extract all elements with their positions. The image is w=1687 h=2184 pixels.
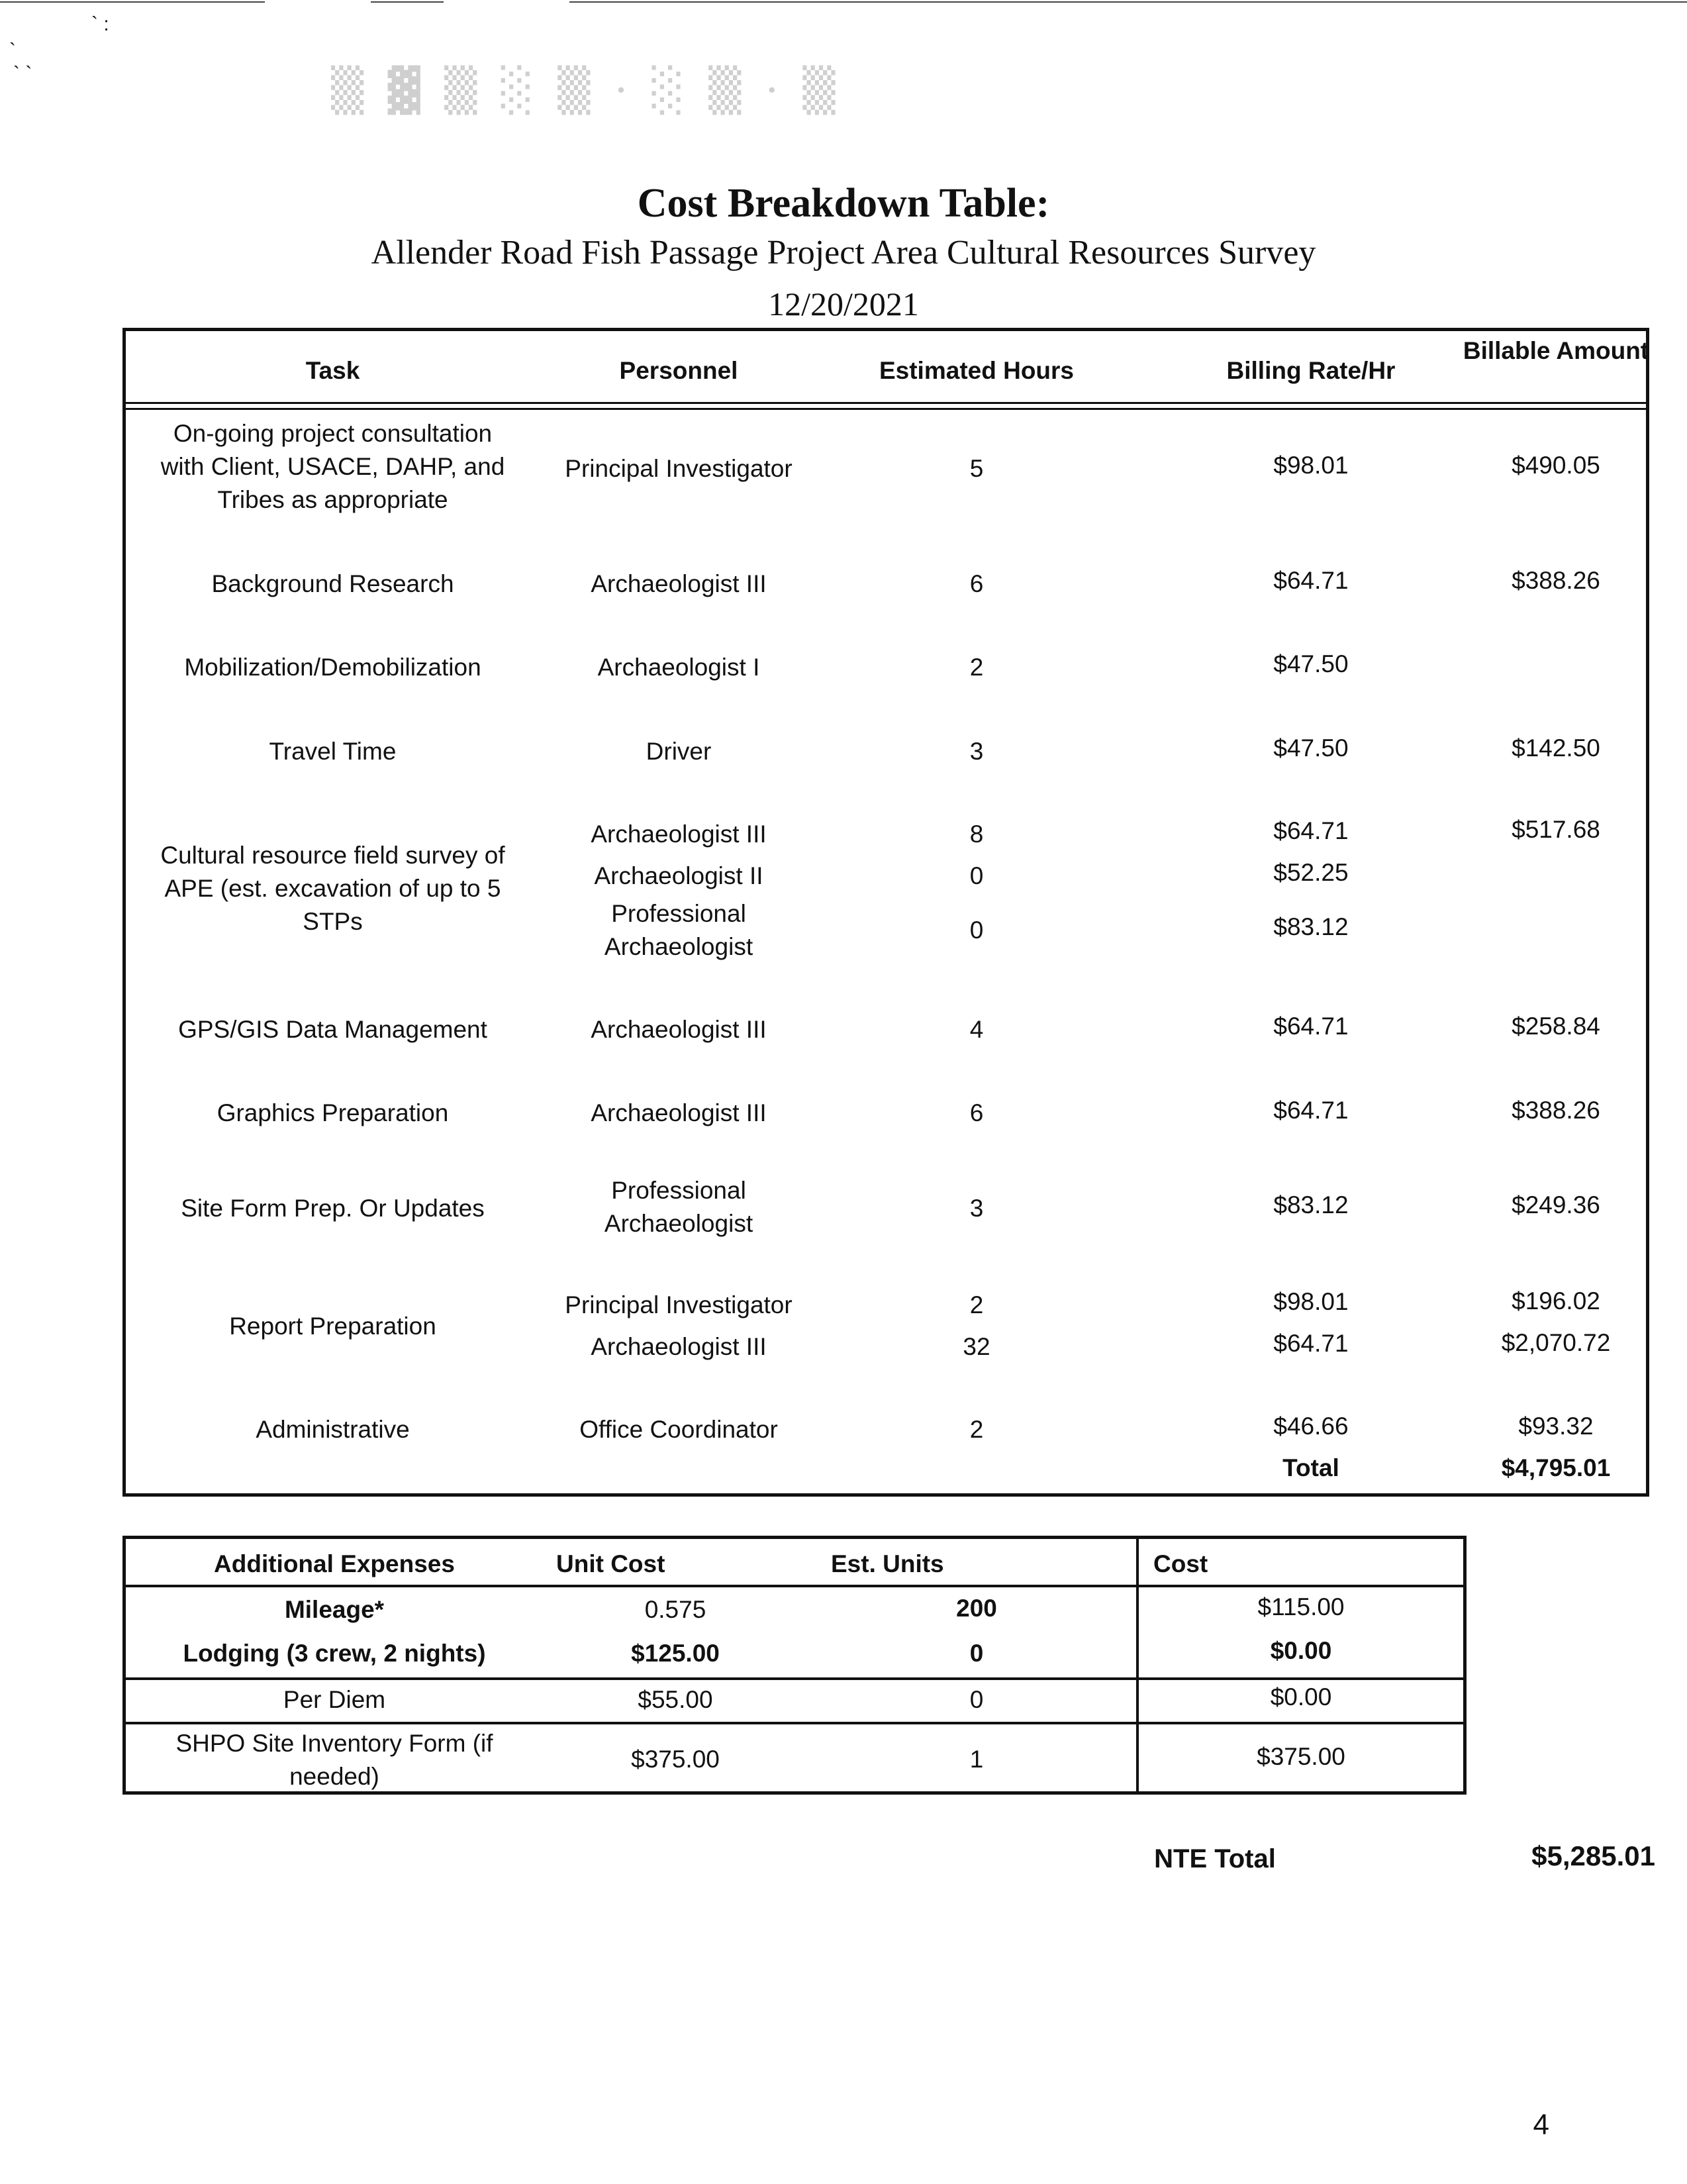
scan-edge-line <box>0 1 265 3</box>
rate-cell: $98.01 <box>1273 452 1349 479</box>
personnel-cell: Principal Investigator <box>565 1291 793 1318</box>
task-cell: Report Preparation <box>229 1313 436 1340</box>
hours-cell: 6 <box>969 1099 984 1126</box>
header-estimated-hours: Estimated Hours <box>879 357 1074 384</box>
personnel-cell: Archaeologist III <box>591 820 767 848</box>
task-cell: Site Form Prep. Or Updates <box>181 1195 485 1222</box>
hours-cell: 2 <box>969 654 984 681</box>
header-est-units: Est. Units <box>831 1550 944 1577</box>
header-billable-amount: Billable Amount <box>1463 337 1649 364</box>
task-cell: On-going project consultation with Client, USACE, DAHP, and Tribes as appropriate <box>160 420 505 513</box>
header-divider <box>126 402 1646 404</box>
rate-cell: $64.71 <box>1273 1330 1349 1357</box>
scan-speck: ` : <box>91 13 109 35</box>
document-title: Cost Breakdown Table: <box>637 181 1050 226</box>
rate-cell: $47.50 <box>1273 650 1349 677</box>
amount-cell: $258.84 <box>1512 1013 1600 1040</box>
hours-cell: 6 <box>969 570 984 597</box>
expense-units: 1 <box>969 1746 984 1773</box>
scan-edge-line <box>569 1 1687 3</box>
document-date: 12/20/2021 <box>768 285 919 323</box>
header-billing-rate: Billing Rate/Hr <box>1226 357 1396 384</box>
rate-cell: $52.25 <box>1273 859 1349 886</box>
amount-cell: $196.02 <box>1512 1287 1600 1315</box>
expense-cost: $115.00 <box>1257 1593 1345 1620</box>
rate-cell: $64.71 <box>1273 567 1349 594</box>
hours-cell: 4 <box>969 1016 984 1043</box>
hours-cell: 3 <box>969 1195 984 1222</box>
hours-cell: 0 <box>969 862 984 889</box>
task-cell: Background Research <box>211 570 454 597</box>
hours-cell: 2 <box>969 1291 984 1318</box>
scan-edge-line <box>371 1 444 3</box>
expense-cost: $0.00 <box>1270 1683 1332 1711</box>
task-cell: Cultural resource field survey of APE (est. excavation of up to 5 STPs <box>160 842 505 935</box>
faded-letterhead-logo: ▒ ▓ ▒ ░ ▒ · ░ ▒ · ▒ <box>331 66 841 115</box>
personnel-cell: Office Coordinator <box>579 1416 778 1443</box>
rate-cell: $83.12 <box>1273 913 1349 940</box>
total-value: $4,795.01 <box>1501 1454 1611 1481</box>
expense-name: Lodging (3 crew, 2 nights) <box>183 1640 486 1667</box>
expense-unit-cost: $55.00 <box>638 1686 713 1713</box>
amount-cell: $388.26 <box>1512 567 1600 594</box>
expense-name: Mileage* <box>284 1596 385 1623</box>
personnel-cell: Archaeologist III <box>591 570 767 597</box>
expenses-row-divider <box>126 1677 1463 1680</box>
amount-cell: $2,070.72 <box>1501 1329 1611 1356</box>
scan-speck: ` <box>9 40 16 62</box>
cost-column-divider <box>1136 1536 1139 1795</box>
header-personnel: Personnel <box>619 357 738 384</box>
page-number: 4 <box>1533 2109 1549 2141</box>
rate-cell: $83.12 <box>1273 1191 1349 1218</box>
amount-cell: $517.68 <box>1512 816 1600 843</box>
task-cell: Administrative <box>256 1416 410 1443</box>
personnel-cell: Archaeologist III <box>591 1099 767 1126</box>
hours-cell: 5 <box>969 455 984 482</box>
expense-units: 0 <box>969 1686 984 1713</box>
expense-unit-cost: 0.575 <box>644 1596 706 1623</box>
task-cell: GPS/GIS Data Management <box>178 1016 487 1043</box>
amount-cell: $388.26 <box>1512 1097 1600 1124</box>
header-cost: Cost <box>1153 1550 1208 1577</box>
header-unit-cost: Unit Cost <box>556 1550 665 1577</box>
personnel-cell: Archaeologist III <box>591 1333 767 1360</box>
task-cell: Travel Time <box>269 738 397 765</box>
amount-cell: $249.36 <box>1512 1191 1600 1218</box>
personnel-cell: Professional Archaeologist <box>604 900 753 960</box>
personnel-cell: Driver <box>646 738 712 765</box>
total-label: Total <box>1282 1454 1339 1481</box>
personnel-cell: Archaeologist I <box>597 654 760 681</box>
amount-cell: $142.50 <box>1512 734 1600 762</box>
rate-cell: $47.50 <box>1273 734 1349 762</box>
hours-cell: 8 <box>969 820 984 848</box>
nte-total-value: $5,285.01 <box>1531 1840 1655 1871</box>
hours-cell: 0 <box>969 917 984 944</box>
amount-cell: $490.05 <box>1512 452 1600 479</box>
expense-name: Per Diem <box>283 1686 386 1713</box>
expense-unit-cost: $375.00 <box>631 1746 720 1773</box>
hours-cell: 2 <box>969 1416 984 1443</box>
expenses-row-divider <box>126 1722 1463 1724</box>
nte-total-label: NTE Total <box>1154 1844 1276 1873</box>
expense-name: SHPO Site Inventory Form (if needed) <box>175 1730 493 1790</box>
rate-cell: $64.71 <box>1273 1097 1349 1124</box>
header-task: Task <box>305 357 360 384</box>
scan-speck: ` ` <box>13 63 32 85</box>
document-subtitle: Allender Road Fish Passage Project Area Cultural Resources Survey <box>371 234 1316 272</box>
rate-cell: $98.01 <box>1273 1288 1349 1315</box>
task-cell: Mobilization/Demobilization <box>184 654 481 681</box>
header-additional-expenses: Additional Expenses <box>214 1550 455 1577</box>
expense-unit-cost: $125.00 <box>631 1640 720 1667</box>
personnel-cell: Archaeologist II <box>594 862 763 889</box>
expense-units: 200 <box>956 1595 997 1622</box>
expense-units: 0 <box>969 1640 984 1667</box>
expense-cost: $375.00 <box>1257 1743 1345 1770</box>
personnel-cell: Archaeologist III <box>591 1016 767 1043</box>
rate-cell: $64.71 <box>1273 817 1349 844</box>
rate-cell: $64.71 <box>1273 1013 1349 1040</box>
hours-cell: 32 <box>963 1333 990 1360</box>
personnel-cell: Principal Investigator <box>565 455 793 482</box>
expenses-header-divider <box>126 1585 1463 1587</box>
header-divider <box>126 408 1646 410</box>
expense-cost: $0.00 <box>1270 1637 1332 1664</box>
amount-cell: $93.32 <box>1518 1413 1594 1440</box>
task-cell: Graphics Preparation <box>217 1099 449 1126</box>
hours-cell: 3 <box>969 738 984 765</box>
personnel-cell: Professional Archaeologist <box>604 1177 753 1237</box>
rate-cell: $46.66 <box>1273 1413 1349 1440</box>
